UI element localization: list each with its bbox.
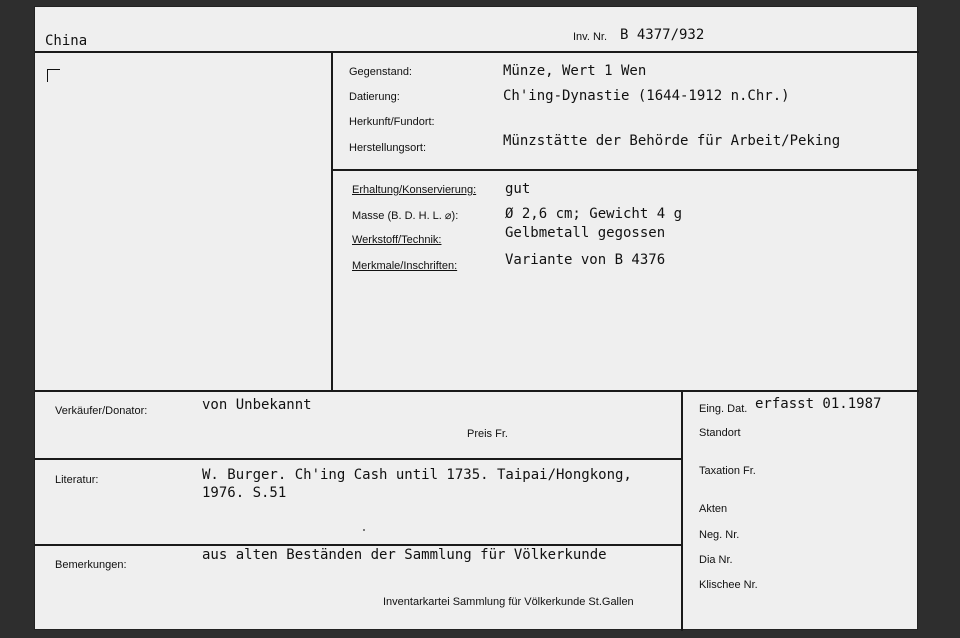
object-section-divider	[331, 169, 919, 171]
datierung-value: Ch'ing-Dynastie (1644-1912 n.Chr.)	[503, 88, 790, 104]
herstellungsort-value: Münzstätte der Behörde für Arbeit/Peking	[503, 133, 841, 149]
region-text: China	[45, 33, 88, 49]
verkaeufer-label: Verkäufer/Donator:	[55, 405, 148, 417]
neg-nr-label: Neg. Nr.	[699, 529, 740, 541]
herstellungsort-label: Herstellungsort:	[349, 142, 427, 154]
literature-divider	[35, 544, 681, 546]
side-column-divider	[681, 390, 683, 631]
eing-dat-value: erfasst 01.1987	[755, 396, 882, 412]
bemerkungen-value: aus alten Beständen der Sammlung für Völkerkunde	[202, 547, 607, 563]
erhaltung-value: gut	[505, 181, 531, 197]
inv-number-value: B 4377/932	[620, 27, 705, 43]
image-corner-mark	[47, 69, 60, 82]
card-footer-text: Inventarkartei Sammlung für Völkerkunde St.Gallen	[383, 596, 634, 608]
merkmale-label: Merkmale/Inschriften:	[352, 260, 458, 272]
provenance-divider	[35, 458, 681, 460]
literatur-label: Literatur:	[55, 474, 99, 486]
taxation-label: Taxation Fr.	[699, 465, 756, 477]
datierung-label: Datierung:	[349, 91, 400, 103]
dia-nr-label: Dia Nr.	[699, 554, 733, 566]
literatur-line-1: W. Burger. Ch'ing Cash until 1735. Taipai/Hongkong,	[202, 467, 632, 483]
bemerkungen-label: Bemerkungen:	[55, 559, 127, 571]
literatur-line-2: 1976. S.51	[202, 485, 287, 501]
masse-label: Masse (B. D. H. L. ⌀):	[352, 210, 459, 222]
eing-dat-label: Eing. Dat.	[699, 403, 748, 415]
paper-speck	[363, 529, 365, 531]
inv-number-label: Inv. Nr.	[573, 31, 608, 43]
header-divider	[35, 51, 919, 53]
gegenstand-label: Gegenstand:	[349, 66, 412, 78]
gegenstand-value: Münze, Wert 1 Wen	[503, 63, 647, 79]
merkmale-value: Variante von B 4376	[505, 252, 666, 268]
verkaeufer-value: von Unbekannt	[202, 397, 312, 413]
inventory-card	[34, 6, 918, 630]
klischee-nr-label: Klischee Nr.	[699, 579, 758, 591]
standort-label: Standort	[699, 427, 741, 439]
lower-section-divider	[35, 390, 919, 392]
akten-label: Akten	[699, 503, 728, 515]
image-area-divider	[331, 51, 333, 391]
preis-label: Preis Fr.	[467, 428, 508, 440]
erhaltung-label: Erhaltung/Konservierung:	[352, 184, 477, 196]
werkstoff-label: Werkstoff/Technik:	[352, 234, 442, 246]
werkstoff-value: Gelbmetall gegossen	[505, 225, 666, 241]
herkunft-label: Herkunft/Fundort:	[349, 116, 435, 128]
masse-value: Ø 2,6 cm; Gewicht 4 g	[505, 206, 683, 222]
